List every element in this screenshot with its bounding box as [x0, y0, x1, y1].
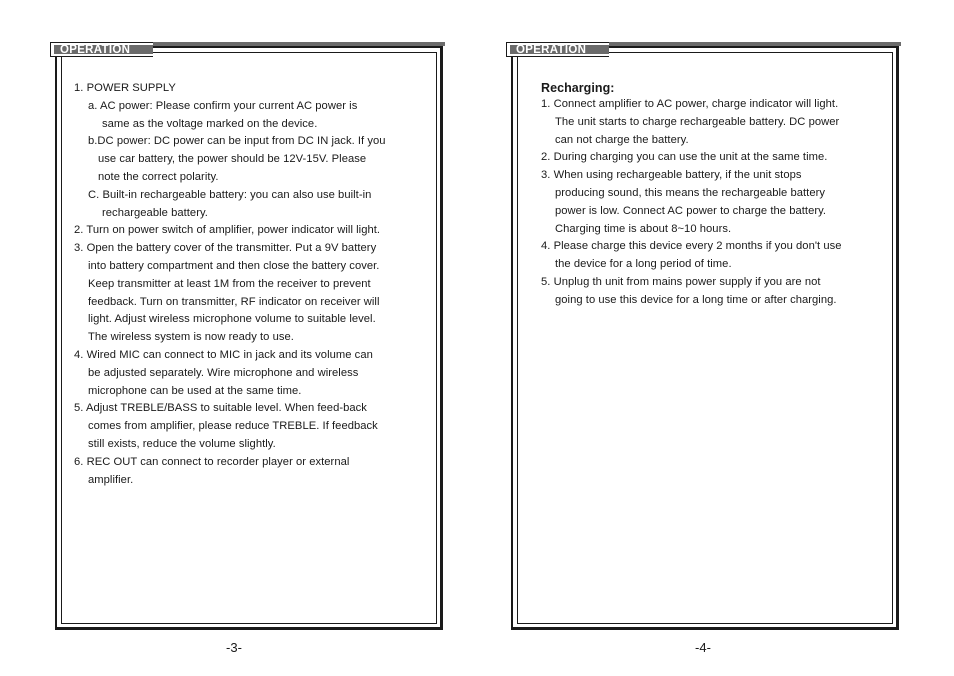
- text-line: 6. REC OUT can connect to recorder player or external: [74, 455, 350, 468]
- text-line: use car battery, the power should be 12V-15V. Please: [98, 153, 367, 166]
- left-page: [55, 46, 443, 630]
- right-page-content: [541, 80, 879, 310]
- text-line: note the correct polarity.: [98, 170, 219, 183]
- text-line: 3. Open the battery cover of the transmitter. Put a 9V battery: [74, 242, 377, 255]
- text-line: the device for a long period of time.: [555, 258, 732, 271]
- text-line: into battery compartment and then close the battery cover.: [88, 259, 380, 272]
- section-heading: Recharging:: [541, 81, 615, 95]
- text-line: The unit starts to charge rechargeable battery. DC power: [555, 115, 840, 128]
- text-line: 4. Please charge this device every 2 months if you don't use: [541, 240, 842, 253]
- text-line: feedback. Turn on transmitter, RF indicator on receiver will: [88, 295, 380, 308]
- text-line: producing sound, this means the rechargeable battery: [555, 186, 826, 199]
- text-line: 4. Wired MIC can connect to MIC in jack and its volume can: [74, 348, 373, 361]
- section-tab-label: OPERATION: [510, 45, 609, 54]
- left-page-content: [74, 80, 423, 489]
- text-line: light. Adjust wireless microphone volume to suitable level.: [88, 313, 376, 326]
- text-line: going to use this device for a long time or after charging.: [555, 293, 837, 306]
- header-bar: [153, 42, 445, 46]
- text-line: b.DC power: DC power can be input from DC IN jack. If you: [88, 135, 386, 148]
- text-line: 5. Adjust TREBLE/BASS to suitable level. When feed-back: [74, 402, 367, 415]
- section-tab: [506, 42, 609, 57]
- text-line: a. AC power: Please confirm your current AC power is: [88, 99, 358, 112]
- header-bar: [609, 42, 901, 46]
- text-line: The wireless system is now ready to use.: [88, 331, 294, 344]
- text-line: 1. Connect amplifier to AC power, charge indicator will light.: [541, 98, 839, 110]
- text-line: 2. During charging you can use the unit at the same time.: [541, 151, 828, 164]
- text-line: power is low. Connect AC power to charge the battery.: [555, 204, 827, 217]
- text-line: amplifier.: [88, 473, 134, 486]
- instruction-list: [541, 96, 879, 310]
- text-line: still exists, reduce the volume slightly.: [88, 437, 276, 450]
- text-line: same as the voltage marked on the device.: [102, 117, 318, 130]
- text-line: can not charge the battery.: [555, 133, 689, 146]
- text-line: comes from amplifier, please reduce TREBLE. If feedback: [88, 420, 378, 433]
- text-line: be adjusted separately. Wire microphone and wireless: [88, 366, 359, 379]
- text-line: Charging time is about 8~10 hours.: [555, 222, 732, 235]
- page-number-right: -4-: [695, 640, 711, 655]
- text-line: 3. When using rechargeable battery, if the unit stops: [541, 169, 802, 182]
- text-line: microphone can be used at the same time.: [88, 384, 302, 397]
- section-tab: [50, 42, 153, 57]
- text-line: 2. Turn on power switch of amplifier, power indicator will light.: [74, 224, 381, 237]
- text-line: rechargeable battery.: [102, 206, 208, 219]
- text-line: Keep transmitter at least 1M from the receiver to prevent: [88, 277, 371, 290]
- right-page: [511, 46, 899, 630]
- page-number-left: -3-: [226, 640, 242, 655]
- text-line: 5. Unplug th unit from mains power supply if you are not: [541, 275, 821, 288]
- text-line: 1. POWER SUPPLY: [74, 82, 176, 94]
- text-line: C. Built-in rechargeable battery: you can also use built-in: [88, 188, 372, 201]
- section-tab-label: OPERATION: [54, 45, 153, 54]
